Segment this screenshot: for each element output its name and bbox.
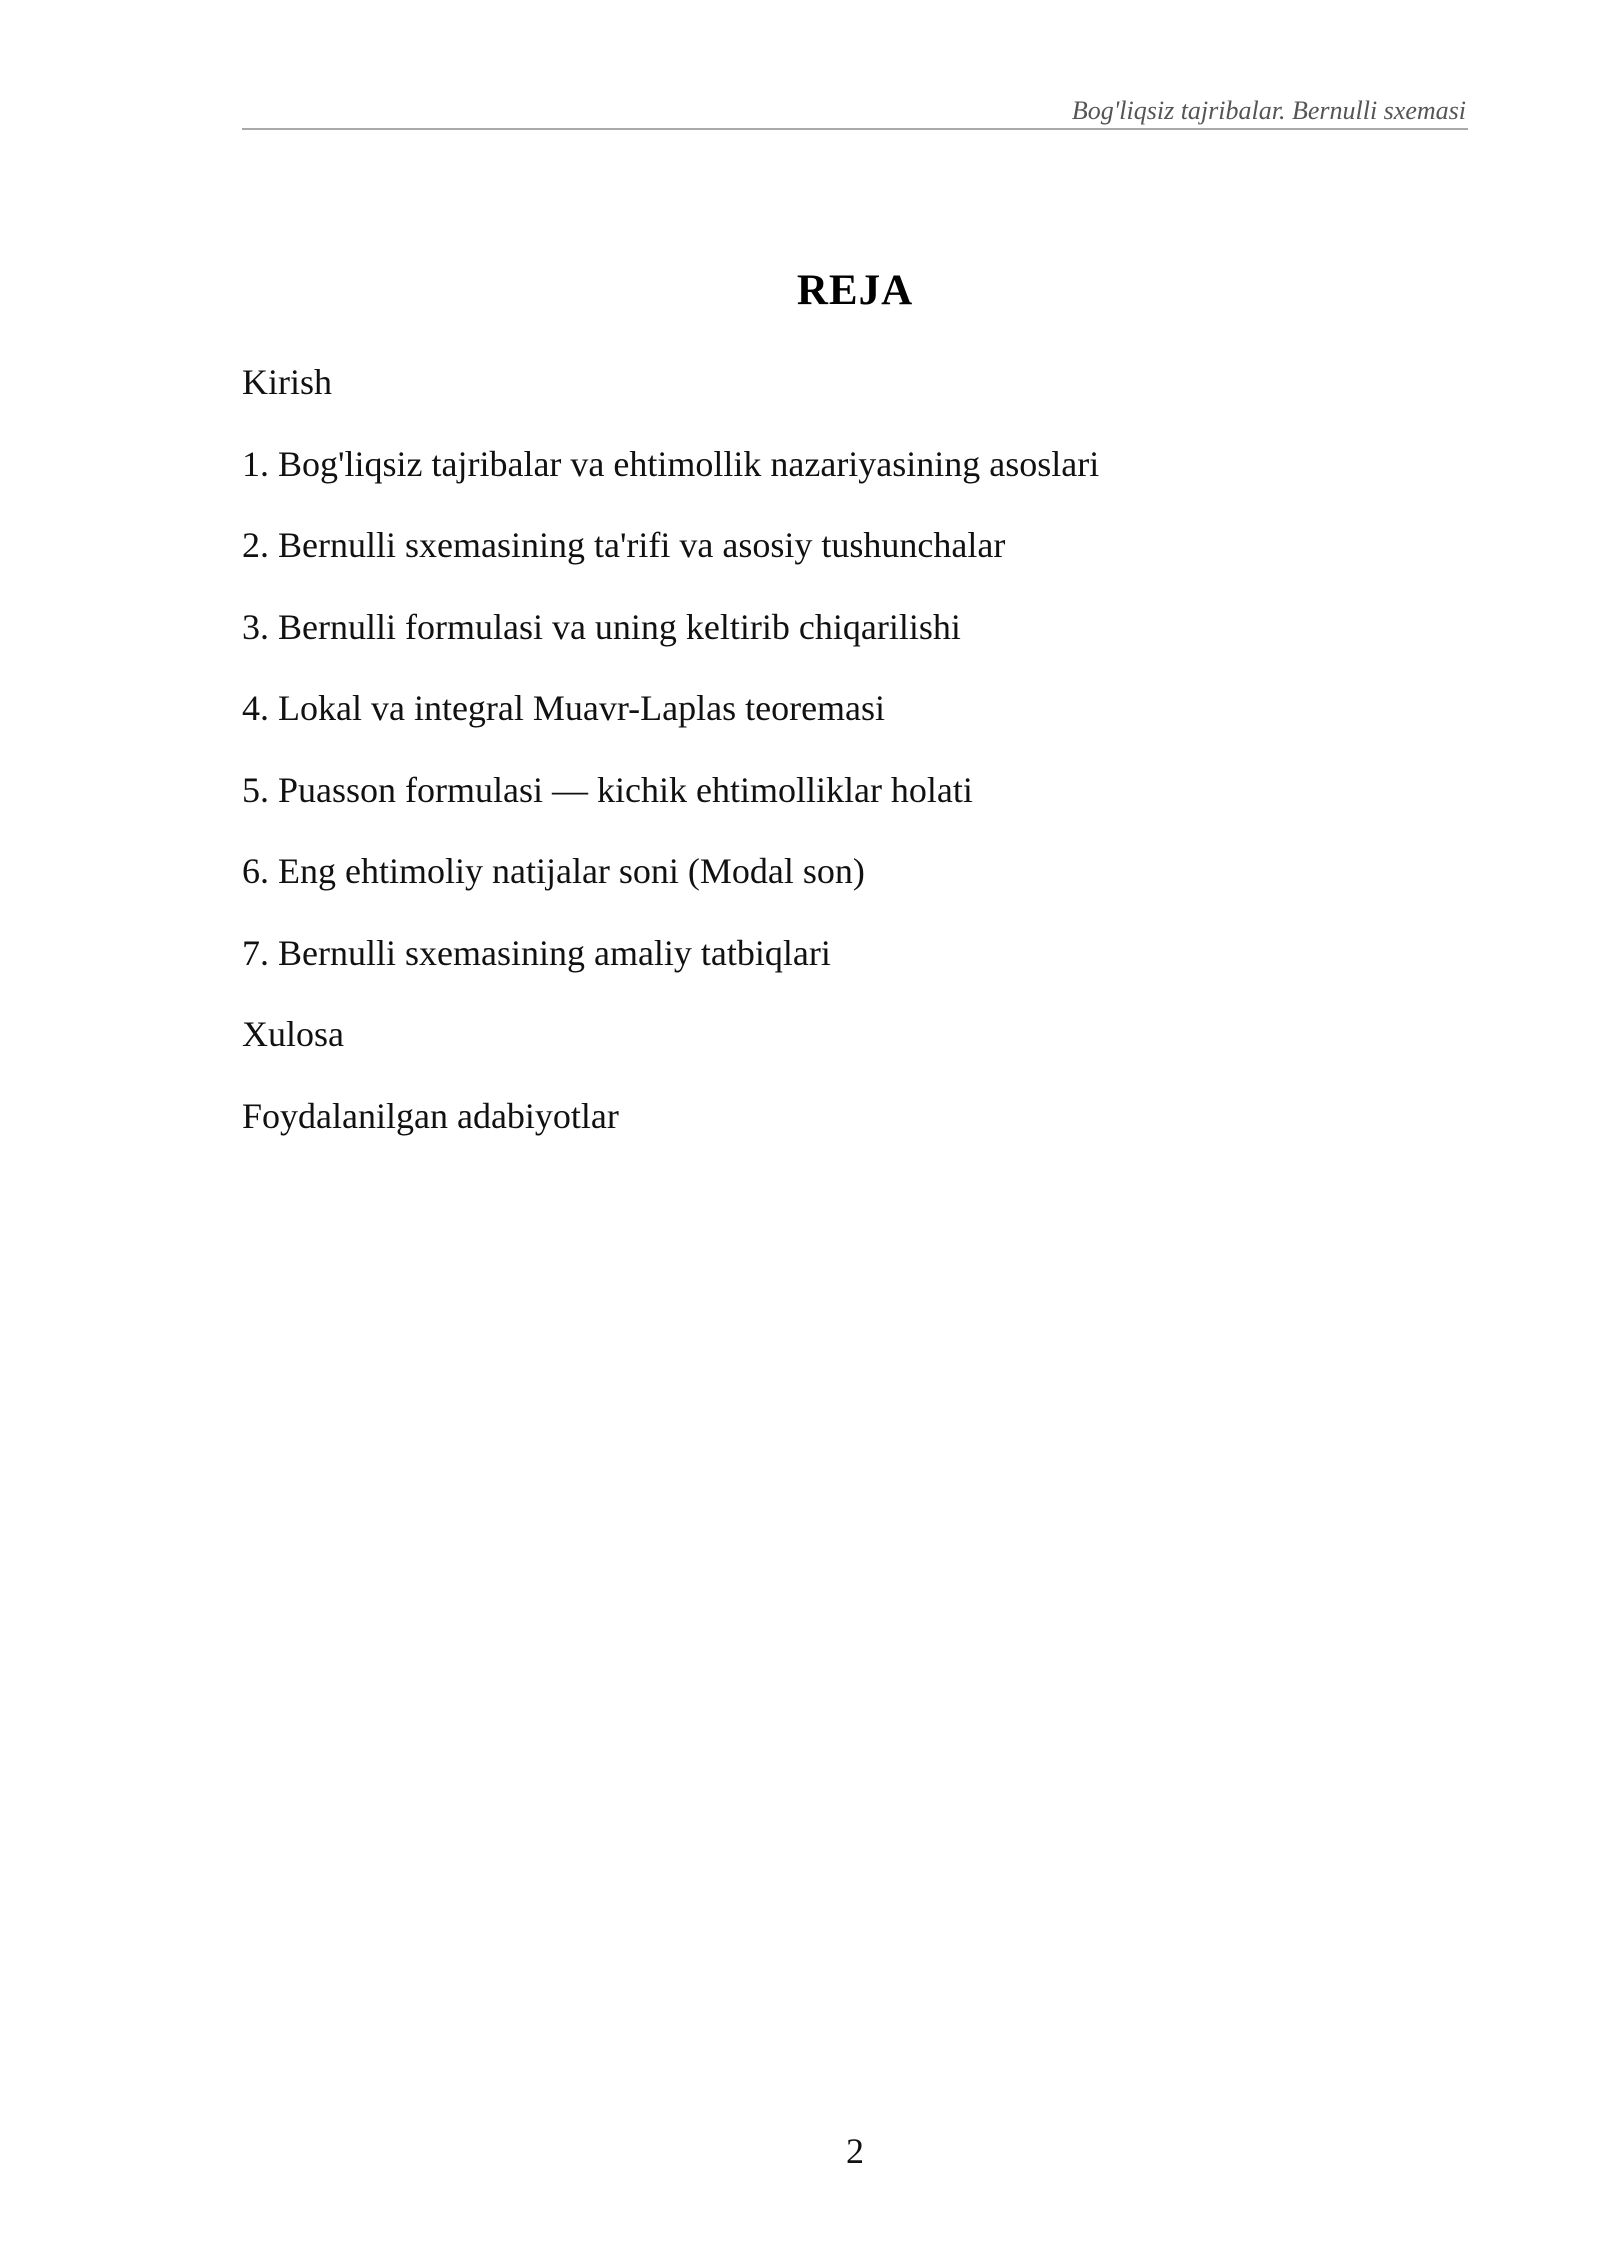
toc-item-7: 7. Bernulli sxemasining amaliy tatbiqlari [242,932,831,973]
toc-item-3: 3. Bernulli formulasi va uning keltirib chiqarilishi [242,606,961,647]
toc-item-2: 2. Bernulli sxemasining ta'rifi va asosiy tushunchalar [242,525,1006,565]
running-header-title: Bog'liqsiz tajribalar. Bernulli sxemasi [1071,96,1466,125]
page-number: 2 [846,2131,864,2171]
table-of-contents [242,358,1468,1173]
toc-item-introduction: Kirish [242,362,332,402]
toc-item-6: 6. Eng ehtimoliy natijalar soni (Modal son) [242,851,865,891]
running-header [242,92,1468,130]
toc-item-conclusion: Xulosa [242,1014,344,1054]
toc-item-1: 1. Bog'liqsiz tajribalar va ehtimollik nazariyasining asoslari [242,443,1100,484]
plan-title: REJA [796,267,914,314]
toc-item-5: 5. Puasson formulasi — kichik ehtimolliklar holati [242,769,973,810]
toc-item-4: 4. Lokal va integral Muavr-Laplas teoremasi [242,688,886,728]
toc-item-references: Foydalanilgan adabiyotlar [242,1095,619,1136]
